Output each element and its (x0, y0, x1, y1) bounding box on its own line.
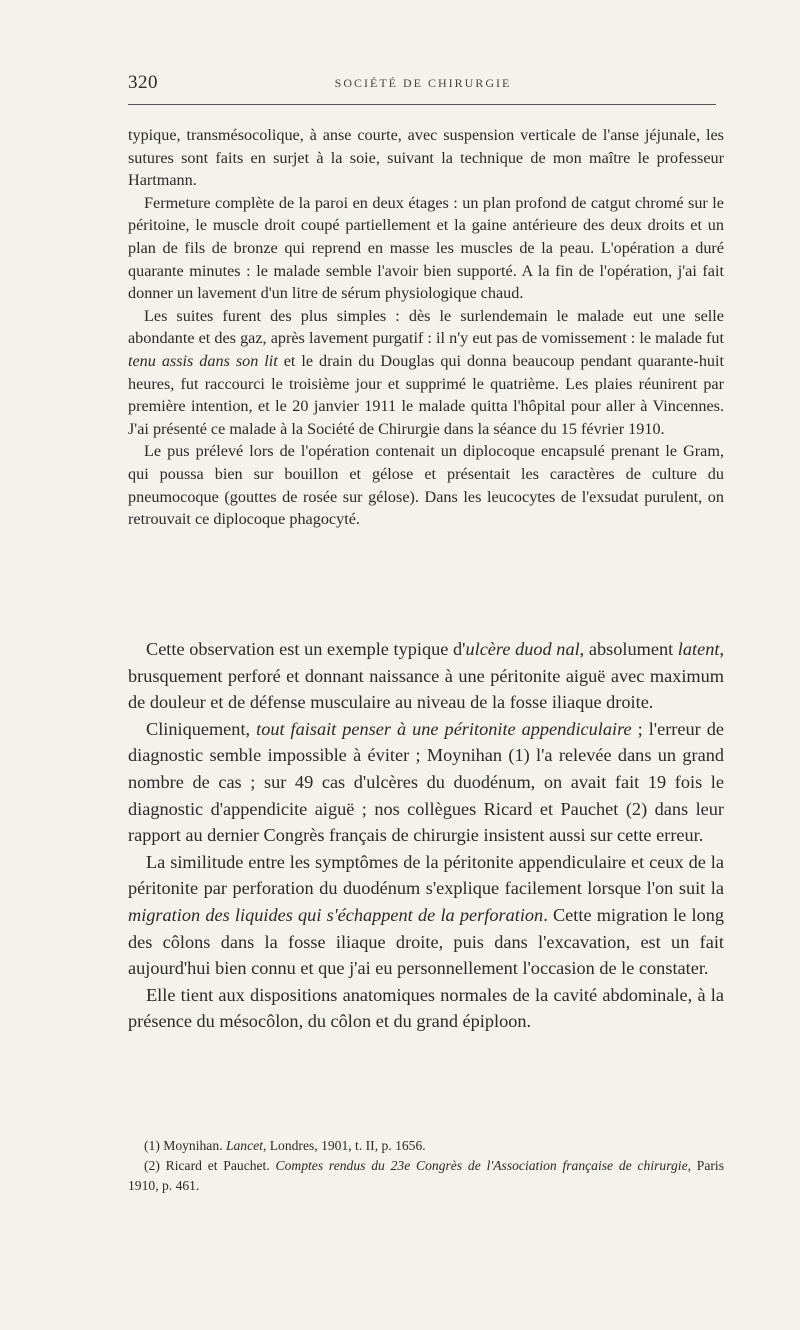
page-number: 320 (128, 72, 158, 93)
running-title: SOCIÉTÉ DE CHIRURGIE (334, 76, 512, 90)
case-paragraph-bacteriology: Le pus prélevé lors de l'opération contenait un diplocoque encapsulé prenant le Gram, qui poussa bien sur bouillon et gélose et présentait les caractères de culture du pneumocoque (gouttes de rosée sur gélose). Dans les leucocytes de l'exsudat purulent, on retrouvait ce diplocoque phagocyté. (128, 442, 724, 529)
case-report-text (128, 124, 724, 531)
discussion-paragraph-3: La similitude entre les symptômes de la péritonite appendiculaire et ceux de la péritonite par perforation du duodénum s'explique facilement lorsque l'on suit la migration des liquides qui s'échappent de la perforation. Cette migration le long des côlons dans la fosse iliaque droite, puis dans l'excavation, est un fait aujourd'hui bien connu et que j'ai eu personnellement l'occasion de le constater. (128, 851, 724, 979)
running-head (128, 72, 718, 96)
footnote-1: (1) Moynihan. Lancet, Londres, 1901, t. II, p. 1656. (144, 1138, 426, 1153)
header-rule (128, 104, 716, 105)
footnote-2: (2) Ricard et Pauchet. Comptes rendus du 23e Congrès de l'Association française de chirurgie, Paris 1910, p. 461. (128, 1158, 724, 1193)
discussion-paragraph-2: Cliniquement, tout faisait penser à une péritonite appendiculaire ; l'erreur de diagnostic semble impossible à éviter ; Moynihan (1) l'a relevée dans un grand nombre de cas ; sur 49 cas d'ulcères du duodénum, on avait fait 19 fois le diagnostic d'appendicite aiguë ; nos collègues Ricard et Pauchet (2) dans leur rapport au dernier Congrès français de chirurgie insistent aussi sur cette erreur. (128, 718, 724, 846)
italic-phrase: tenu assis dans son lit (128, 351, 278, 370)
case-paragraph-follow-up: Les suites furent des plus simples : dès le surlendemain le malade eut une selle abondante et des gaz, après lavement purgatif : il n'y eut pas de vomissement : le malade fut tenu assis dans son lit et le drain du Douglas qui donna beaucoup pendant quarante-huit heures, fut raccourci le troisième jour et supprimé le quatrième. Les plaies réunirent par première intention, et le 20 janvier 1911 le malade quitta l'hôpital pour aller à Vincennes. J'ai présenté ce malade à la Société de Chirurgie dans la séance du 15 février 1910. (128, 306, 724, 438)
case-paragraph-continued: typique, transmésocolique, à anse courte, avec suspension verticale de l'anse jéjunale, les sutures sont faits en surjet à la soie, suivant la technique de mon maître le professeur Hartmann. (128, 126, 724, 190)
discussion-text (128, 636, 724, 1035)
case-paragraph-closure: Fermeture complète de la paroi en deux étages : un plan profond de catgut chromé sur le péritoine, le muscle droit coupé partiellement et la gaine antérieure des deux droits et un plan de fils de bronze qui reprend en masse les muscles de la peau. L'opération a duré quarante minutes : le malade semble l'avoir bien supporté. A la fin de l'opération, j'ai fait donner un lavement d'un litre de sérum physiologique chaud. (128, 193, 724, 303)
discussion-paragraph-1: Cette observation est un exemple typique d'ulcère duod nal, absolument latent, brusquement perforé et donnant naissance à une péritonite aiguë avec maximum de douleur et de défense musculaire au niveau de la fosse iliaque droite. (128, 639, 725, 713)
footnotes (128, 1136, 724, 1196)
discussion-paragraph-4: Elle tient aux dispositions anatomiques normales de la cavité abdominale, à la présence du mésocôlon, du côlon et du grand épiploon. (128, 984, 724, 1032)
